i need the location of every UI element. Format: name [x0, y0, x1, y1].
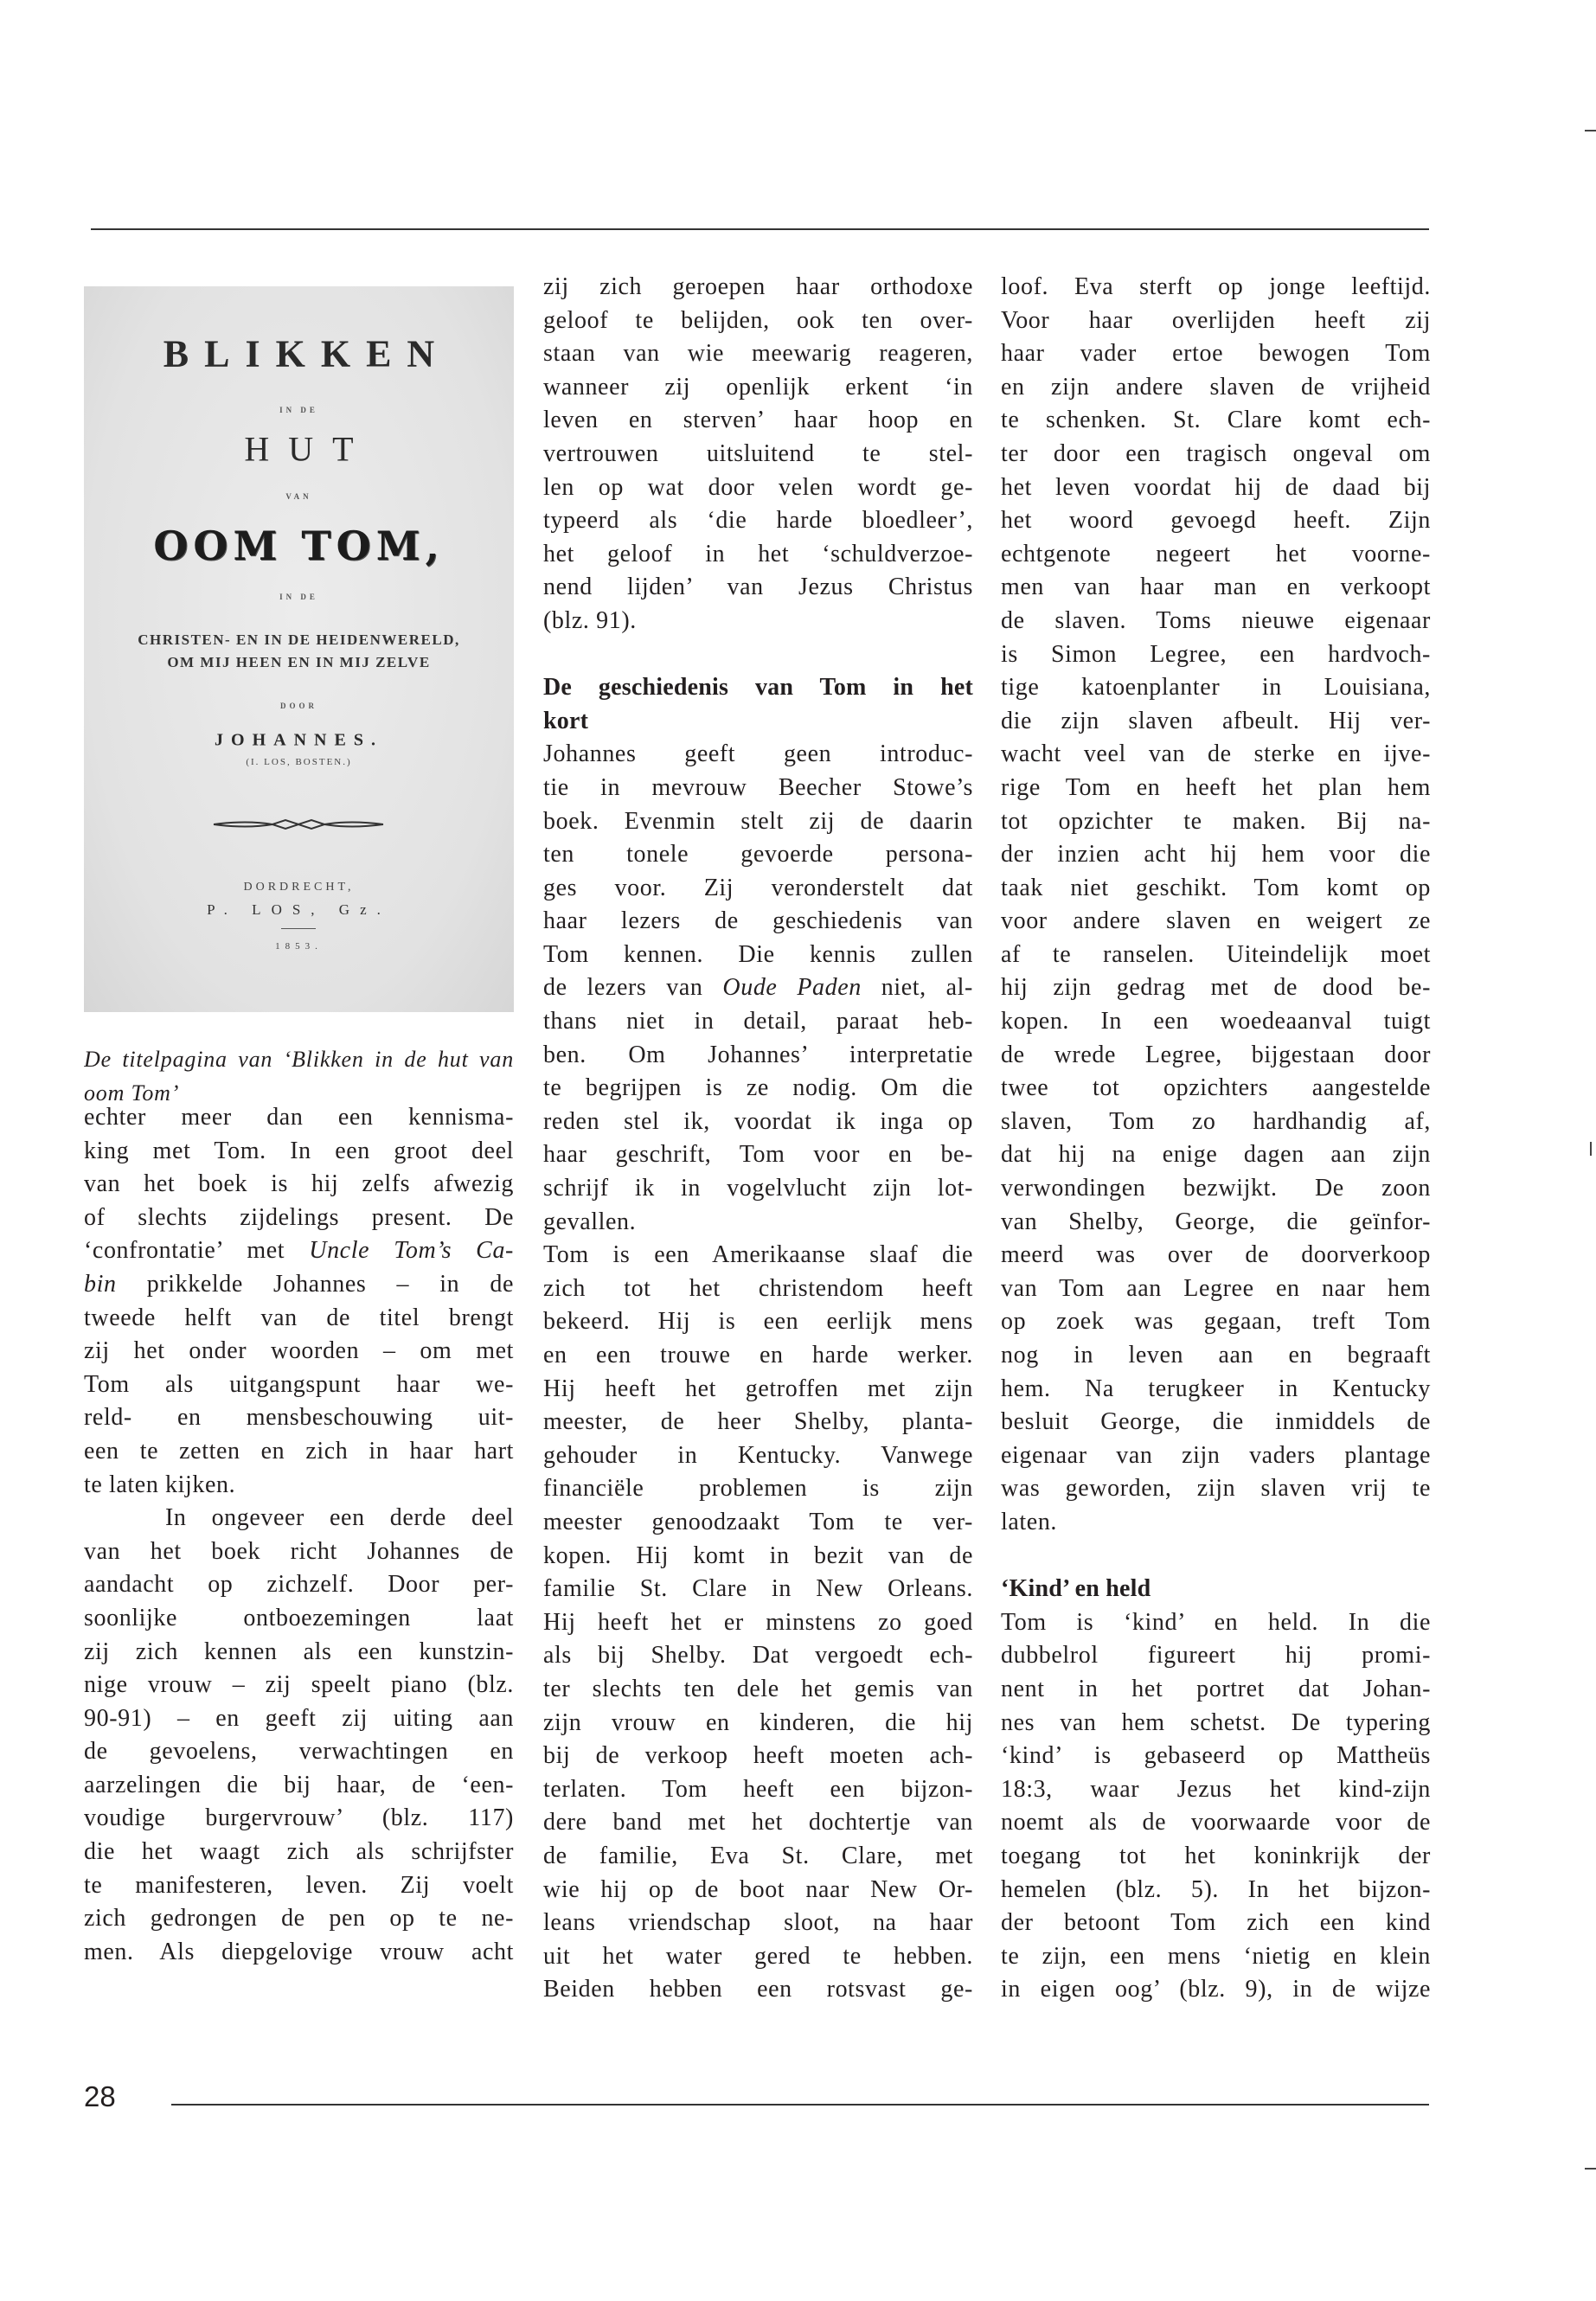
- text-line: uit het water gered te hebben.: [543, 1942, 973, 1970]
- title-page-van: VAN: [285, 492, 312, 502]
- text-line: te manifesteren, leven. Zij voelt: [84, 1871, 514, 1899]
- text-line: ben. Om Johannes’ interpretatie: [543, 1041, 973, 1068]
- text-line: de slaven. Toms nieuwe eigenaar: [1001, 606, 1431, 634]
- crop-mark: [1585, 130, 1596, 131]
- text-line: ter door een tragisch ongeval om: [1001, 439, 1431, 467]
- text-line: haar vader ertoe bewogen Tom: [1001, 340, 1431, 368]
- text-line: soonlijke ontboezemingen laat: [84, 1604, 514, 1631]
- text-line: is Simon Legree, een hardvoch-: [1001, 640, 1431, 668]
- text-line: [543, 605, 973, 638]
- text-line: Tom als uitgangspunt haar we-: [84, 1370, 514, 1398]
- title-page-illustration: [84, 286, 514, 1012]
- text-line: terlaten. Tom heeft een bijzon-: [543, 1775, 973, 1803]
- text-line: zich tot het christendom heeft: [543, 1274, 973, 1302]
- text-line: het geloof in het ‘schuldverzoe-: [543, 540, 973, 567]
- title-page-city: DORDRECHT,: [243, 880, 355, 894]
- caption-line: De titelpagina van ‘Blikken in de hut van: [84, 1047, 514, 1072]
- caption-line: oom Tom’: [84, 1080, 180, 1106]
- text-line: vertrouwen uitsluitend te stel-: [543, 439, 973, 467]
- title-page-title: BLIKKEN: [163, 332, 451, 375]
- text-line: hemelen (blz. 5). In het bijzon-: [1001, 1875, 1431, 1903]
- text-segment: te laten kijken.: [84, 1471, 236, 1498]
- text-line: typeerd als ‘die harde bloedleer’,: [543, 507, 973, 535]
- text-segment: In ongeveer een derde deel: [165, 1504, 514, 1532]
- page-number: 28: [84, 2080, 116, 2112]
- text-line: zijn vrouw en kinderen, die hij: [543, 1708, 973, 1736]
- text-line: financiële problemen is zijn: [543, 1475, 973, 1503]
- text-line: te begrijpen is ze nodig. Om die: [543, 1074, 973, 1102]
- text-line: ten tonele gevoerde persona-: [543, 841, 973, 868]
- text-segment: kort: [543, 707, 589, 734]
- italic-title: bin: [84, 1270, 117, 1298]
- text-line: staan van wie meewarig reageren,: [543, 340, 973, 368]
- text-line: ges voor. Zij veronderstelt dat: [543, 874, 973, 901]
- text-line: zich gedrongen de pen op te ne-: [84, 1905, 514, 1932]
- text-line: [84, 1469, 514, 1503]
- text-line: De geschiedenis van Tom in het: [543, 674, 973, 702]
- text-segment: prikkelde Johannes – in de: [116, 1270, 514, 1298]
- text-line: [543, 705, 973, 739]
- text-line: schrijf ik in vogelvlucht zijn lot-: [543, 1175, 973, 1202]
- text-line: meerd was over de doorverkoop: [1001, 1241, 1431, 1269]
- text-line: 18:3, waar Jezus het kind-zijn: [1001, 1775, 1431, 1803]
- text-line: tie in mevrouw Beecher Stowe’s: [543, 773, 973, 801]
- crop-mark: [1590, 1142, 1592, 1156]
- text-line: van Tom aan Legree en naar hem: [1001, 1274, 1431, 1302]
- text-line: boek. Evenmin stelt zij de daarin: [543, 807, 973, 835]
- text-segment: de lezers van: [543, 974, 723, 1002]
- text-column-3: [1001, 271, 1431, 2007]
- text-line: slaven, Tom zo hardhandig af,: [1001, 1107, 1431, 1135]
- text-line: zij zich geroepen haar orthodoxe: [543, 273, 973, 300]
- text-line: rige Tom en heeft het plan hem: [1001, 773, 1431, 801]
- text-line: taak niet geschikt. Tom komt op: [1001, 874, 1431, 901]
- text-line: echtgenote negeert het voorne-: [1001, 540, 1431, 567]
- title-page-divider: [281, 928, 316, 929]
- text-line: thans niet in detail, paraat heb-: [543, 1008, 973, 1035]
- text-segment: ‘Kind’ en held: [1001, 1575, 1151, 1603]
- text-line: familie St. Clare in New Orleans.: [543, 1575, 973, 1603]
- text-line: nent in het portret dat Johan-: [1001, 1675, 1431, 1702]
- text-line: Beiden hebben een rotsvast ge-: [543, 1976, 973, 2003]
- top-rule: [91, 228, 1429, 230]
- text-line: twee tot opzichters aangestelde: [1001, 1074, 1431, 1102]
- figure-caption: [84, 1043, 514, 1110]
- text-line: 90-91) – en geeft zij uiting aan: [84, 1704, 514, 1732]
- text-line: reld- en mensbeschouwing uit-: [84, 1404, 514, 1432]
- text-line: bekeerd. Hij is een eerlijk mens: [543, 1308, 973, 1336]
- title-page-in-de: IN DE: [279, 405, 318, 414]
- text-line: Tom kennen. Die kennis zullen: [543, 940, 973, 968]
- text-line: het leven voordat hij de daad bij: [1001, 473, 1431, 501]
- text-line: Johannes geeft geen introduc-: [543, 740, 973, 768]
- text-line: nog in leven aan en begraaft: [1001, 1342, 1431, 1368]
- text-line: toegang tot het koninkrijk der: [1001, 1842, 1431, 1869]
- text-line: leven en sterven’ haar hoop en: [543, 407, 973, 434]
- text-line: [543, 1206, 973, 1240]
- bottom-rule: [171, 2104, 1429, 2106]
- text-line: de wrede Legree, bijgestaan door: [1001, 1041, 1431, 1068]
- title-page-oom-tom: OOM TOM,: [153, 522, 445, 569]
- text-line: gehouder in Kentucky. Vanwege: [543, 1441, 973, 1469]
- text-line: wanneer zij openlijk erkent ‘in: [543, 373, 973, 401]
- text-line: ter slechts ten dele het gemis van: [543, 1675, 973, 1702]
- text-segment: ‘confrontatie’ met: [84, 1237, 310, 1265]
- text-line: nend lijden’ van Jezus Christus: [543, 574, 973, 601]
- text-line: meester, de heer Shelby, planta-: [543, 1408, 973, 1436]
- title-page-subtitle-1: CHRISTEN- EN IN DE HEIDENWERELD,: [138, 631, 460, 648]
- text-line: Tom is ‘kind’ en held. In die: [1001, 1608, 1431, 1636]
- section-heading: [1001, 1573, 1431, 1606]
- italic-title: Uncle Tom’s Ca-: [309, 1237, 514, 1265]
- text-line: men van haar man en verkoopt: [1001, 574, 1431, 601]
- text-line: kopen. In een woedeaanval tuigt: [1001, 1008, 1431, 1035]
- text-line: kopen. Hij komt in bezit van de: [543, 1541, 973, 1569]
- text-line: te zijn, een mens ‘nietig en klein: [1001, 1942, 1431, 1970]
- text-column-2: [543, 271, 973, 2007]
- text-line: wie hij op de boot naar New Or-: [543, 1875, 973, 1903]
- text-line: te schenken. St. Clare komt ech-: [1001, 407, 1431, 434]
- text-line: die het waagt zich als schrijfster: [84, 1838, 514, 1866]
- paragraph-block: [543, 738, 973, 2007]
- italic-title: Oude Paden: [722, 974, 862, 1002]
- ornament-icon: [212, 818, 385, 830]
- text-line: loof. Eva sterft op jonge leeftijd.: [1001, 273, 1431, 300]
- text-line: meester genoodzaakt Tom te ver-: [543, 1508, 973, 1535]
- text-line: [84, 1268, 514, 1302]
- text-line: aarzelingen die bij haar, de ‘een-: [84, 1771, 514, 1798]
- text-line: voor andere slaven en weigert ze: [1001, 907, 1431, 935]
- title-page-door: DOOR: [280, 701, 317, 710]
- text-line: men. Als diepgelovige vrouw acht: [84, 1938, 514, 1965]
- text-line: dubbelrol figureert hij promi-: [1001, 1642, 1431, 1670]
- text-line: de gevoelens, verwachtingen en: [84, 1738, 514, 1766]
- title-page-publisher: P. LOS, Gz.: [207, 901, 391, 918]
- text-line: en zijn andere slaven de vrijheid: [1001, 373, 1431, 401]
- text-line: op zoek was gegaan, treft Tom: [1001, 1308, 1431, 1336]
- text-line: echter meer dan een kennisma-: [84, 1104, 514, 1131]
- text-line: der inzien acht hij hem voor die: [1001, 841, 1431, 868]
- text-line: [543, 971, 973, 1005]
- text-line: bij de verkoop heeft moeten ach-: [543, 1742, 973, 1770]
- text-line: een te zetten en zich in haar hart: [84, 1437, 514, 1465]
- title-page-subtitle-2: OM MIJ HEEN EN IN MIJ ZELVE: [167, 653, 431, 670]
- text-line: was geworden, zijn slaven vrij te: [1001, 1475, 1431, 1503]
- text-line: Hij heeft het getroffen met zijn: [543, 1375, 973, 1402]
- text-line: eigenaar van zijn vaders plantage: [1001, 1441, 1431, 1469]
- text-line: of slechts zijdelings present. De: [84, 1203, 514, 1231]
- text-line: leans vriendschap sloot, na haar: [543, 1909, 973, 1937]
- text-line: [84, 1234, 514, 1268]
- text-line: Voor haar overlijden heeft zij: [1001, 306, 1431, 334]
- text-line: de familie, Eva St. Clare, met: [543, 1842, 973, 1869]
- text-line: als bij Shelby. Dat vergoedt ech-: [543, 1642, 973, 1670]
- text-line: noemt als de voorwaarde voor de: [1001, 1809, 1431, 1836]
- title-page-hut: HUT: [244, 429, 373, 469]
- text-line: [1001, 1506, 1431, 1540]
- text-line: king met Tom. In een groot deel: [84, 1137, 514, 1164]
- crop-mark: [1585, 2168, 1596, 2170]
- text-line: in eigen oog’ (blz. 9), in de wijze: [1001, 1976, 1431, 2003]
- text-line: het woord gevoegd heeft. Zijn: [1001, 507, 1431, 535]
- text-line: dat hij na enige dagen aan zijn: [1001, 1141, 1431, 1169]
- text-line: voudige burgervrouw’ (blz. 117): [84, 1804, 514, 1832]
- text-line: nes van hem schetst. De typering: [1001, 1708, 1431, 1736]
- text-line: [84, 1502, 514, 1535]
- text-line: van Shelby, George, die geïnfor-: [1001, 1208, 1431, 1235]
- text-line: Tom is een Amerikaanse slaaf die: [543, 1241, 973, 1269]
- text-line: dere band met het dochtertje van: [543, 1809, 973, 1836]
- text-line: haar geschrift, Tom voor en be-: [543, 1141, 973, 1169]
- text-line: besluit George, die inmiddels de: [1001, 1408, 1431, 1436]
- title-page-year: 1853.: [275, 941, 323, 952]
- text-line: reden stel ik, voordat ik inga op: [543, 1107, 973, 1135]
- text-line: die zijn slaven afbeult. Hij ver-: [1001, 707, 1431, 734]
- text-line: tige katoenplanter in Louisiana,: [1001, 674, 1431, 702]
- title-page-author: JOHANNES.: [215, 730, 383, 750]
- text-segment: laten.: [1001, 1508, 1058, 1535]
- text-segment: (blz. 91).: [543, 606, 637, 634]
- title-page-in-de-2: IN DE: [279, 593, 318, 602]
- text-line: van het boek is hij zelfs afwezig: [84, 1170, 514, 1198]
- text-column-1: [84, 1101, 514, 1969]
- text-line: der betoont Tom zich een kind: [1001, 1909, 1431, 1937]
- text-line: [1001, 1573, 1431, 1606]
- text-line: verwondingen bezwijkt. De zoon: [1001, 1175, 1431, 1202]
- text-line: en een trouwe en harde werker.: [543, 1342, 973, 1368]
- paragraph-block: [1001, 271, 1431, 1540]
- title-page-author-note: (I. LOS, BOSTEN.): [246, 756, 352, 767]
- text-line: nige vrouw – zij speelt piano (blz.: [84, 1671, 514, 1699]
- text-line: Hij heeft het er minstens zo goed: [543, 1608, 973, 1636]
- text-line: zij het onder woorden – om met: [84, 1337, 514, 1365]
- text-line: van het boek richt Johannes de: [84, 1537, 514, 1565]
- text-line: geloof te belijden, ook ten over-: [543, 306, 973, 334]
- paragraph-block: [84, 1101, 514, 1969]
- text-line: tweede helft van de titel brengt: [84, 1304, 514, 1331]
- text-line: aandacht op zichzelf. Door per-: [84, 1571, 514, 1599]
- paragraph-block: [543, 271, 973, 638]
- paragraph-block: [1001, 1606, 1431, 2007]
- text-line: haar lezers de geschiedenis van: [543, 907, 973, 935]
- text-line: af te ranselen. Uiteindelijk moet: [1001, 940, 1431, 968]
- text-line: hij zijn gedrag met de dood be-: [1001, 974, 1431, 1002]
- text-line: len op wat door velen wordt ge-: [543, 473, 973, 501]
- text-line: ‘kind’ is gebaseerd op Mattheüs: [1001, 1742, 1431, 1770]
- text-line: tot opzichter te maken. Bij na-: [1001, 807, 1431, 835]
- text-segment: gevallen.: [543, 1208, 637, 1235]
- text-line: hem. Na terugkeer in Kentucky: [1001, 1375, 1431, 1402]
- section-heading: [543, 671, 973, 738]
- text-line: zij zich kennen als een kunstzin-: [84, 1638, 514, 1665]
- text-line: wacht veel van de sterke en ijve-: [1001, 740, 1431, 768]
- text-segment: niet, al-: [861, 974, 973, 1002]
